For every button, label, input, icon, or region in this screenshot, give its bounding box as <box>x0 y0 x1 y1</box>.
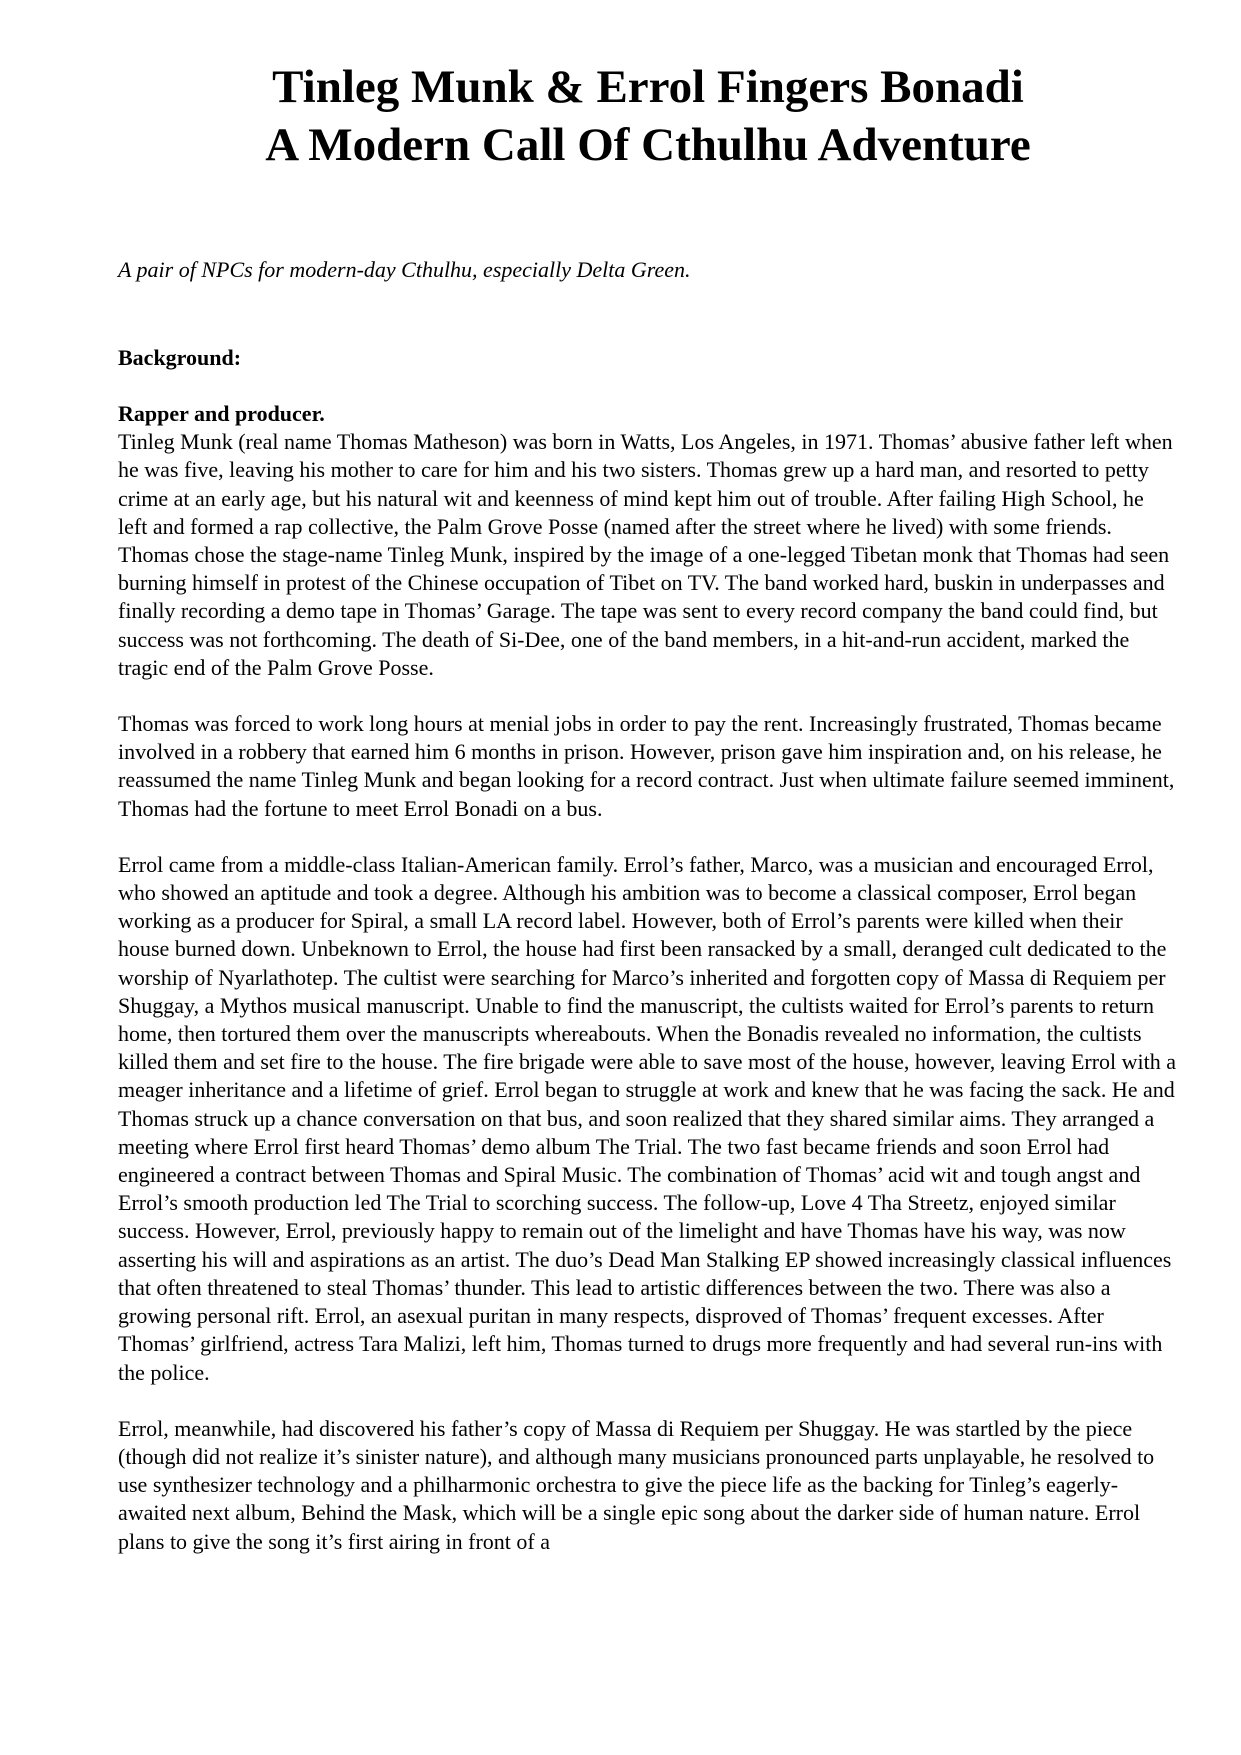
rapper-producer-subheading: Rapper and producer. <box>118 401 325 426</box>
paragraph: Errol, meanwhile, had discovered his father’s copy of Massa di Requiem per Shuggay. He was startled by the piece (though did not realize it’s sinister nature), and although many musicians pronounced parts unplayable, he resolved to use synthesizer technology and a philharmonic orchestra to give the piece life as the backing for Tinleg’s eagerly-awaited next album, Behind the Mask, which will be a single epic song about the darker side of human nature. Errol plans to give the song it’s first airing in front of a <box>118 1415 1155 1554</box>
paragraph: Thomas was forced to work long hours at menial jobs in order to pay the rent. Increasingly frustrated, Thomas became involved in a robbery that earned him 6 months in prison. However, prison gave him inspiration and, on his release, he reassumed the name Tinleg Munk and began looking for a record contract. Just when ultimate failure seemed imminent, Thomas had the fortune to meet Errol Bonadi on a bus. <box>118 711 1175 821</box>
paragraph-text: Tinleg Munk (real name Thomas Matheson) was born in Watts, Los Angeles, in 1971. Thomas’ abusive father left when he was five, leaving his mother to care for him and his two sisters. Thomas grew up a hard man, and resorted to petty crime at an early age, but his natural wit and keenness of mind kept him out of trouble. After failing High School, he left and formed a rap collective, the Palm Grove Posse (named after the street where he lived) with some friends. Thomas chose the stage-name Tinleg Munk, inspired by the image of a one-legged Tibetan monk that Thomas had seen burning himself in protest of the Chinese occupation of Tibet on TV. The band worked hard, buskin in underpasses and finally recording a demo tape in Thomas’ Garage. The tape was sent to every record company the band could find, but success was not forthcoming. The death of Si-Dee, one of the band members, in a hit-and-run accident, marked the tragic end of the Palm Grove Posse. <box>118 429 1173 680</box>
paragraph <box>118 400 1178 682</box>
title-line-1: Tinleg Munk & Errol Fingers Bonadi <box>272 61 1024 113</box>
document-body <box>118 400 1178 1584</box>
document-title <box>118 58 1178 174</box>
paragraph: Errol came from a middle-class Italian-American family. Errol’s father, Marco, was a musician and encouraged Errol, who showed an aptitude and took a degree. Although his ambition was to become a classical composer, Errol began working as a producer for Spiral, a small LA record label. However, both of Errol’s parents were killed when their house burned down. Unbeknown to Errol, the house had first been ransacked by a small, deranged cult dedicated to the worship of Nyarlathotep. The cultist were searching for Marco’s inherited and forgotten copy of Massa di Requiem per Shuggay, a Mythos musical manuscript. Unable to find the manuscript, the cultists waited for Errol’s parents to return home, then tortured them over the manuscripts whereabouts. When the Bonadis revealed no information, the cultists killed them and set fire to the house. The fire brigade were able to save most of the house, however, leaving Errol with a meager inheritance and a lifetime of grief. Errol began to struggle at work and knew that he was facing the sack. He and Thomas struck up a chance conversation on that bus, and soon realized that they shared similar aims. They arranged a meeting where Errol first heard Thomas’ demo album The Trial. The two fast became friends and soon Errol had engineered a contract between Thomas and Spiral Music. The combination of Thomas’ acid wit and tough angst and Errol’s smooth production led The Trial to scorching success. The follow-up, Love 4 Tha Streetz, enjoyed similar success. However, Errol, previously happy to remain out of the limelight and have Thomas have his way, was now asserting his will and aspirations as an artist. The duo’s Dead Man Stalking EP showed increasingly classical influences that often threatened to steal Thomas’ thunder. This lead to artistic differences between the two. There was also a growing personal rift. Errol, an asexual puritan in many respects, disproved of Thomas’ frequent excesses. After Thomas’ girlfriend, actress Tara Malizi, left him, Thomas turned to drugs more frequently and had several run-ins with the police. <box>118 851 1177 1385</box>
title-line-2: A Modern Call Of Cthulhu Adventure <box>265 119 1031 171</box>
document-subtitle: A pair of NPCs for modern-day Cthulhu, especially Delta Green. <box>118 257 691 282</box>
background-heading: Background: <box>118 345 242 370</box>
